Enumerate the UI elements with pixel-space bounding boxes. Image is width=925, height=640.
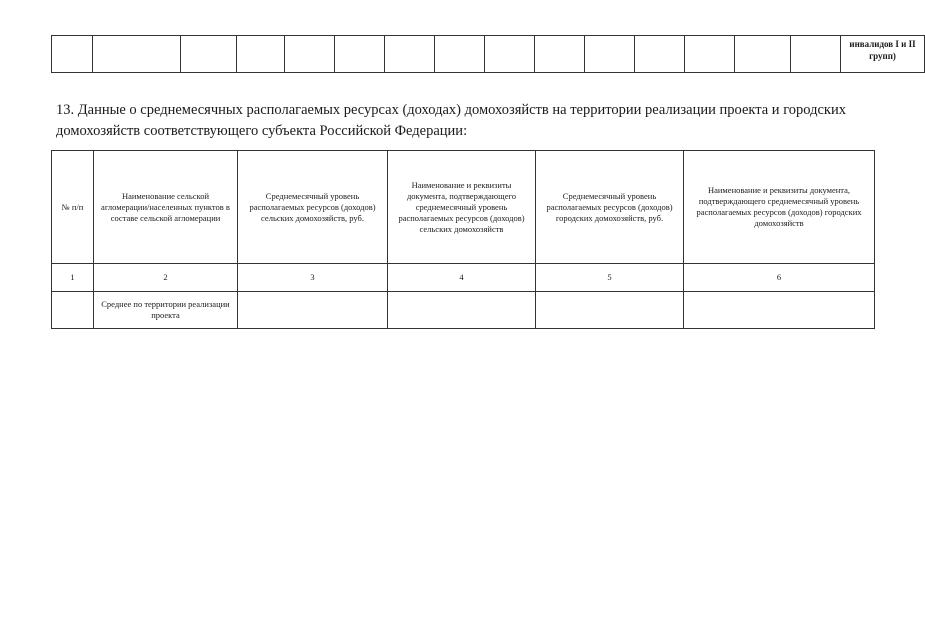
table-cell (485, 36, 535, 73)
table-row (52, 292, 875, 329)
continuation-row (52, 36, 925, 73)
header-row (52, 151, 875, 264)
column-header: Наименование сельской агломерации/населенных пунктов в составе сельской агломерации (94, 151, 238, 264)
table-cell (237, 36, 285, 73)
column-number: 4 (388, 264, 536, 292)
table-cell (181, 36, 237, 73)
urban-document-cell (684, 292, 875, 329)
column-header: Наименование и реквизиты документа, подтверждающего среднемесячный уровень располагаемых ресурсов (доходов) сельских домохозяйств (388, 151, 536, 264)
continuation-table (51, 35, 925, 73)
column-number: 5 (536, 264, 684, 292)
section-heading: 13. Данные о среднемесячных располагаемых ресурсах (доходах) домохозяйств на территории реализации проекта и городских домохозяйств соответствующего субъекта Российской Федерации: (56, 102, 846, 139)
column-header: № п/п (52, 151, 94, 264)
column-number: 2 (94, 264, 238, 292)
table-cell (435, 36, 485, 73)
row-name-cell: Среднее по территории реализации проекта (94, 292, 238, 329)
column-number: 3 (238, 264, 388, 292)
table-cell-note: инвалидов I и II групп) (841, 36, 925, 73)
row-number-cell (52, 292, 94, 329)
column-number-row (52, 264, 875, 292)
table-cell (93, 36, 181, 73)
table-cell (791, 36, 841, 73)
table-cell (735, 36, 791, 73)
column-header: Среднемесячный уровень располагаемых ресурсов (доходов) сельских домохозяйств, руб. (238, 151, 388, 264)
column-header: Среднемесячный уровень располагаемых ресурсов (доходов) городских домохозяйств, руб. (536, 151, 684, 264)
table-cell (635, 36, 685, 73)
table-cell (535, 36, 585, 73)
table-cell (285, 36, 335, 73)
table-cell (52, 36, 93, 73)
column-number: 6 (684, 264, 875, 292)
column-header: Наименование и реквизиты документа, подтверждающего среднемесячный уровень располагаемых ресурсов (доходов) городских домохозяйств (684, 151, 875, 264)
income-table (51, 150, 875, 329)
urban-income-cell (536, 292, 684, 329)
table-cell (335, 36, 385, 73)
table-cell (685, 36, 735, 73)
table-cell (385, 36, 435, 73)
rural-income-cell (238, 292, 388, 329)
rural-document-cell (388, 292, 536, 329)
column-number: 1 (52, 264, 94, 292)
table-cell (585, 36, 635, 73)
